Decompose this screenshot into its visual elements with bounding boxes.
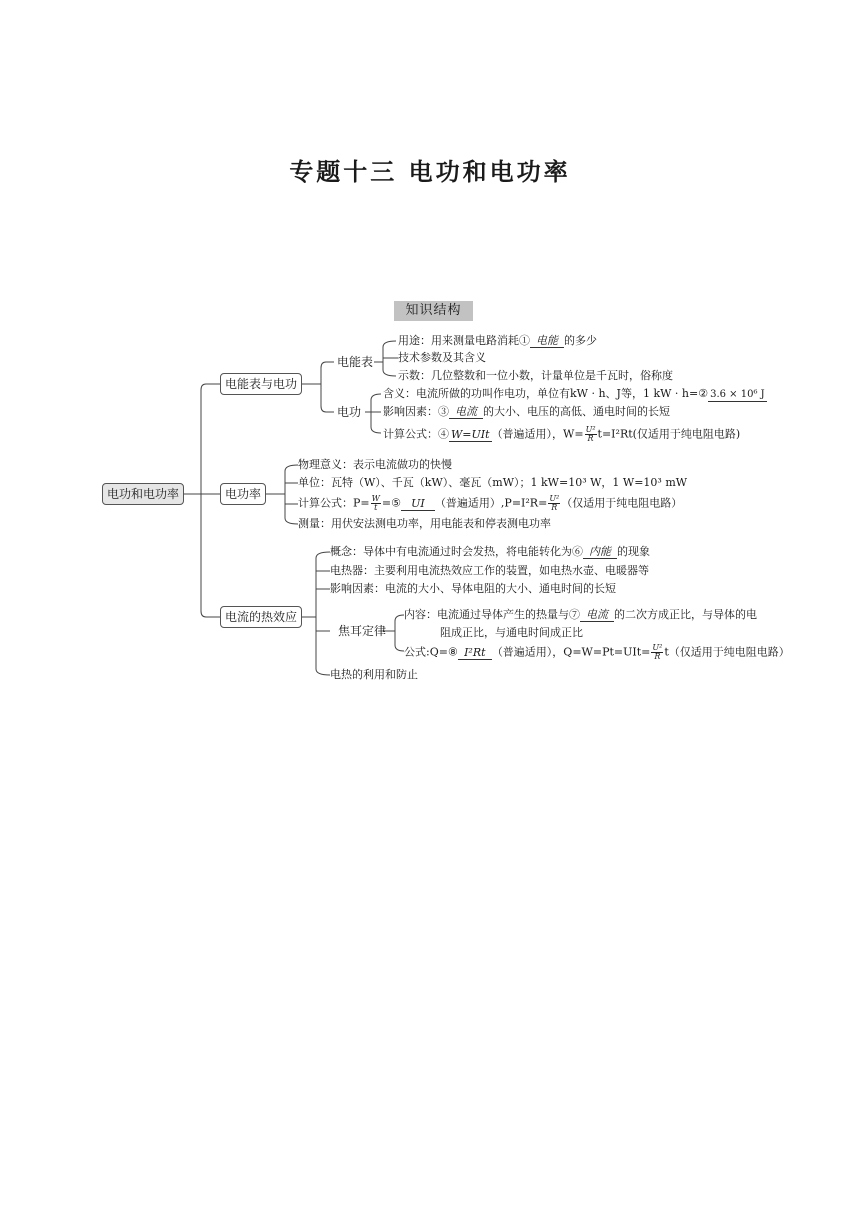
fraction-numerator: U² bbox=[549, 494, 560, 503]
branch-electric-power: 电功率 bbox=[220, 483, 266, 505]
work-formula-post: t=I²Rt(仅适用于纯电阻电路) bbox=[597, 427, 741, 441]
fraction bbox=[371, 495, 381, 512]
power-formula bbox=[298, 495, 682, 512]
heat-concept-text: 概念：导体中有电流通过时会发热，将电能转化为⑥ bbox=[330, 545, 583, 558]
heat-factors: 影响因素：电流的大小、导体电阻的大小、通电时间的长短 bbox=[330, 582, 616, 595]
fraction-numerator: W bbox=[371, 494, 380, 503]
fraction bbox=[651, 644, 663, 661]
work-factors-post: 的大小、电压的高低、通电时间的长短 bbox=[483, 405, 670, 418]
work-formula-mid: （普遍适用），W= bbox=[491, 427, 584, 441]
page-title: 专题十三 电功和电功率 bbox=[289, 158, 571, 186]
root-node: 电功和电功率 bbox=[102, 483, 184, 505]
fraction-denominator: R bbox=[587, 434, 594, 443]
fraction bbox=[548, 495, 560, 512]
heat-concept bbox=[330, 545, 650, 559]
joule-content-text: 内容：电流通过导体产生的热量与⑦ bbox=[404, 608, 580, 621]
power-meaning: 物理意义：表示电流做功的快慢 bbox=[298, 458, 452, 471]
branch-meter-and-work: 电能表与电功 bbox=[220, 373, 302, 395]
heat-heater: 电热器：主要利用电流热效应工作的装置，如电热水壶、电暖器等 bbox=[330, 564, 649, 577]
joule-content-post: 的二次方成正比，与导体的电 bbox=[614, 608, 757, 621]
fraction-numerator: U² bbox=[652, 643, 663, 652]
answer-8: I²Rt bbox=[458, 647, 492, 660]
work-formula bbox=[383, 426, 740, 443]
joule-formula-post: t（仅适用于纯电阻电路） bbox=[664, 645, 790, 659]
power-units: 单位：瓦特（W）、千瓦（kW）、毫瓦（mW）；1 kW=10³ W，1 W=10³ mW bbox=[298, 476, 688, 489]
answer-6: 内能 bbox=[583, 546, 617, 559]
joule-formula bbox=[404, 644, 790, 661]
power-measure: 测量：用伏安法测电功率，用电能表和停表测电功率 bbox=[298, 517, 551, 530]
joule-formula-mid: （普遍适用），Q=W=Pt=UIt= bbox=[491, 645, 651, 659]
heat-concept-post: 的现象 bbox=[617, 545, 650, 558]
power-formula-mid2: （普遍适用）,P=I²R= bbox=[434, 496, 548, 510]
node-joule-law: 焦耳定律 bbox=[338, 624, 387, 638]
section-banner: 知识结构 bbox=[394, 301, 473, 321]
meter-use-post: 的多少 bbox=[564, 334, 597, 347]
work-factors-text: 影响因素：③ bbox=[383, 405, 449, 418]
meter-use bbox=[398, 334, 597, 348]
fraction bbox=[585, 426, 597, 443]
fraction-denominator: t bbox=[374, 503, 378, 512]
fraction-denominator: R bbox=[654, 652, 661, 661]
branch-heat-effect: 电流的热效应 bbox=[220, 606, 302, 628]
answer-3: 电流 bbox=[449, 406, 483, 419]
meter-params: 技术参数及其含义 bbox=[398, 351, 486, 364]
joule-formula-text: 公式:Q=⑧ bbox=[404, 645, 458, 659]
node-work: 电功 bbox=[337, 405, 362, 419]
node-meter: 电能表 bbox=[337, 355, 374, 369]
fraction-denominator: R bbox=[551, 503, 558, 512]
answer-5: UI bbox=[401, 498, 435, 511]
fraction-numerator: U² bbox=[585, 425, 596, 434]
heat-usage: 电热的利用和防止 bbox=[330, 668, 418, 681]
power-formula-mid: =⑤ bbox=[381, 496, 401, 510]
work-factors bbox=[383, 405, 670, 419]
power-formula-text: 计算公式：P= bbox=[298, 496, 370, 510]
work-meaning-text: 含义：电流所做的功叫作电功，单位有kW · h、J等，1 kW · h=② bbox=[383, 387, 709, 400]
meter-use-text: 用途：用来测量电路消耗① bbox=[398, 334, 530, 347]
answer-1: 电能 bbox=[530, 335, 564, 348]
work-meaning bbox=[383, 387, 767, 402]
answer-4: W=UIt bbox=[451, 427, 490, 441]
meter-reading: 示数：几位整数和一位小数，计量单位是千瓦时，俗称度 bbox=[398, 369, 673, 382]
power-formula-post: （仅适用于纯电阻电路） bbox=[561, 496, 683, 510]
answer-7: 电流 bbox=[580, 609, 614, 622]
answer-2: 3.6 × 10⁶ J bbox=[710, 389, 765, 400]
work-formula-text: 计算公式：④ bbox=[383, 427, 449, 441]
joule-content-line2: 阻成正比，与通电时间成正比 bbox=[440, 626, 583, 639]
joule-content bbox=[404, 608, 757, 622]
